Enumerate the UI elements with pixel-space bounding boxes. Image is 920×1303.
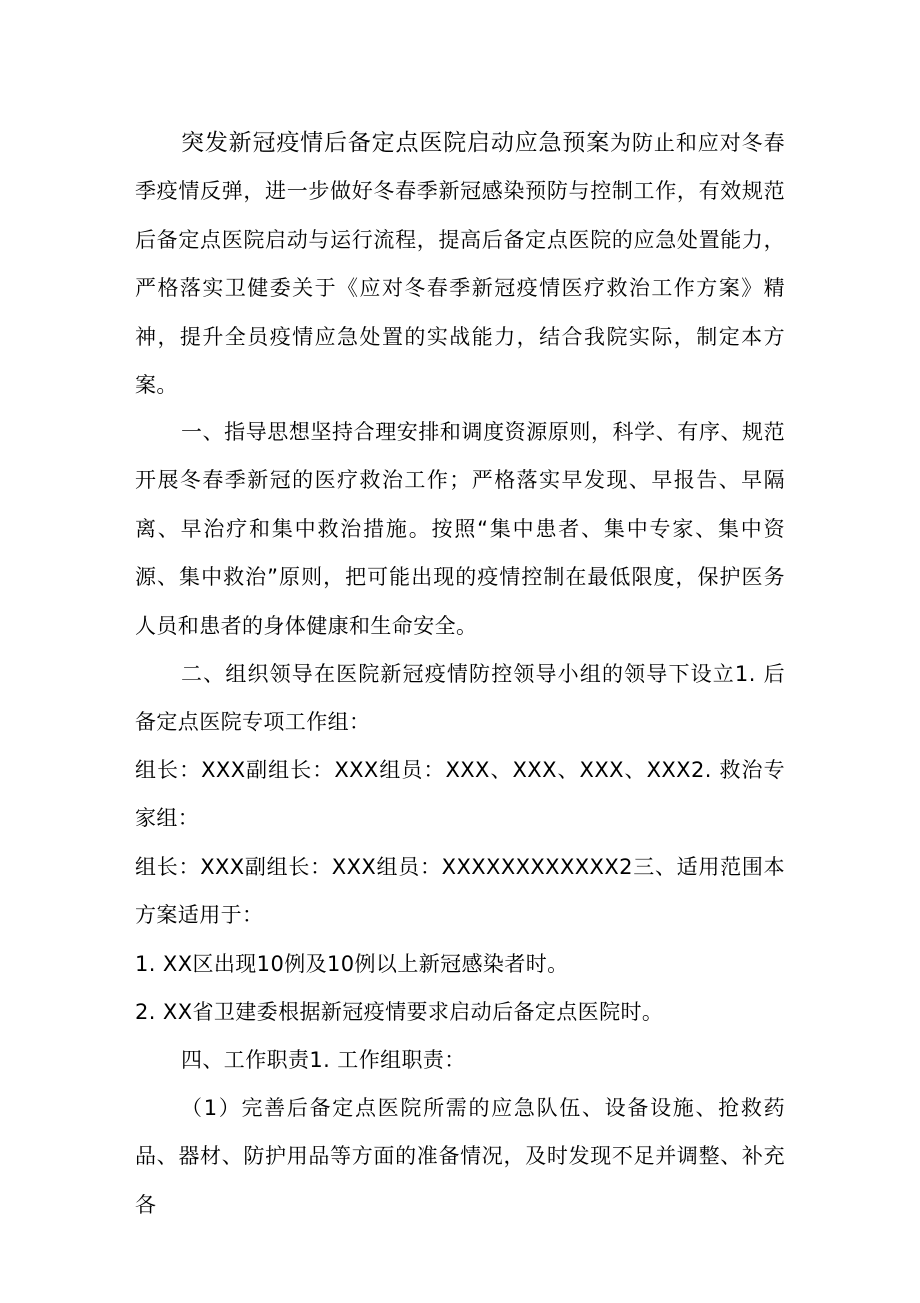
scope-item-2: 2. XX省卫建委根据新冠疫情要求启动后备定点医院时。 bbox=[135, 1000, 664, 1024]
intro-paragraph bbox=[135, 119, 785, 409]
document-title: 突发新冠疫情后备定点医院启动应急预案 bbox=[181, 130, 611, 156]
section-duties: 四、工作职责1. 工作组职责： bbox=[181, 1048, 466, 1072]
scope-item-1: 1. XX区出现10例及10例以上新冠感染者时。 bbox=[135, 952, 569, 976]
section-guiding-principle: 一、指导思想坚持合理安排和调度资源原则，科学、有序、规范开展冬春季新冠的医疗救治工作；严格落实早发现、早报告、早隔离、早治疗和集中救治措施。按照“集中患者、集中专家、集中资源、集中救治”原则，把可能出现的疫情控制在最低限度，保护医务人员和患者的身体健康和生命安全。 bbox=[135, 420, 785, 638]
intro-text: 为防止和应对冬春季疫情反弹，进一步做好冬春季新冠感染预防与控制工作，有效规范后备定点医院启动与运行流程，提高后备定点医院的应急处置能力，严格落实卫健委关于《应对冬春季新冠疫情医疗救治工作方案》精神，提升全员疫情应急处置的实战能力，结合我院实际，制定本方案。 bbox=[135, 131, 785, 398]
section-organization: 二、组织领导在医院新冠疫情防控领导小组的领导下设立1. 后备定点医院专项工作组： bbox=[135, 662, 785, 735]
expert-group-members: 组长：XXX副组长：XXX组员：XXX、XXX、XXX、XXX2. 救治专家组： bbox=[135, 758, 785, 831]
duty-item-1: （1）完善后备定点医院所需的应急队伍、设备设施、抢救药品、器材、防护用品等方面的准备情况，及时发现不足并调整、补充各 bbox=[135, 1096, 785, 1217]
scope-members: 组长：XXX副组长：XXX组员：XXXXXXXXXXXX2三、适用范围本方案适用于： bbox=[135, 855, 785, 928]
